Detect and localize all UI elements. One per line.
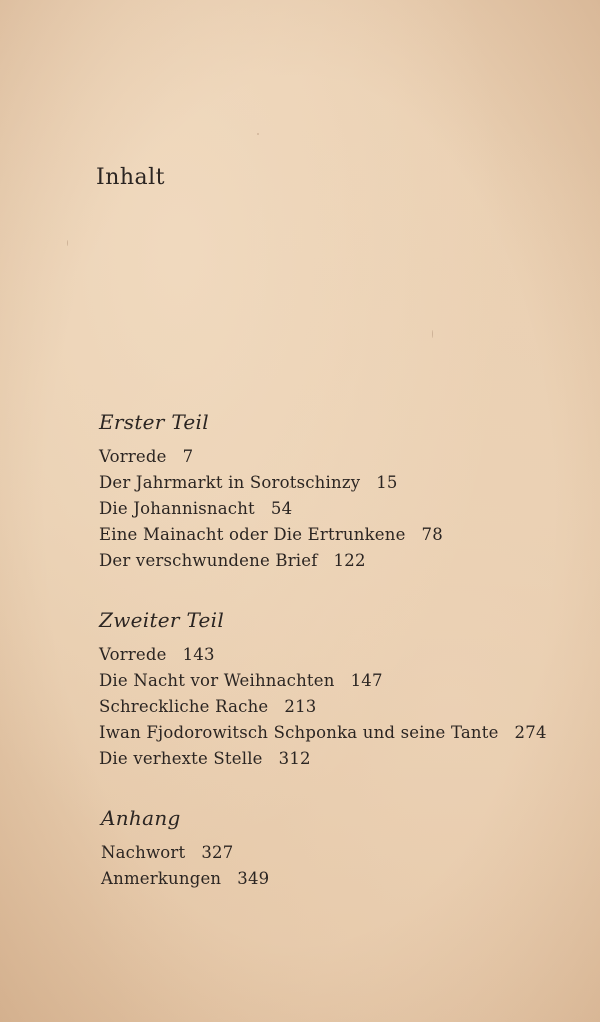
toc-entry-title: Der Jahrmarkt in Sorotschinzy xyxy=(99,473,361,492)
toc-entry xyxy=(99,548,443,574)
toc-entry-page: 274 xyxy=(514,723,547,742)
toc-entry-page: 143 xyxy=(182,645,215,664)
toc-entry xyxy=(101,840,269,866)
toc-entry-title: Der verschwundene Brief xyxy=(99,551,318,570)
toc-entry xyxy=(99,522,443,548)
toc-entry-page: 147 xyxy=(350,671,383,690)
toc-entry-page: 122 xyxy=(333,551,366,570)
paper-speck xyxy=(432,330,433,338)
toc-entry-page: 15 xyxy=(376,473,398,492)
toc-entry-page: 54 xyxy=(270,499,293,518)
toc-entry-page: 78 xyxy=(421,525,443,544)
toc-entry xyxy=(99,642,547,668)
toc-entry-title: Die Johannisnacht xyxy=(99,499,255,518)
toc-entry xyxy=(99,668,547,694)
page-title: Inhalt xyxy=(96,165,166,190)
toc-entry-title: Anmerkungen xyxy=(101,869,222,888)
toc-entry-title: Eine Mainacht oder Die Ertrunkene xyxy=(99,525,406,544)
toc-entry xyxy=(101,866,269,892)
toc-entry-page: 312 xyxy=(278,749,311,768)
toc-entry-title: Iwan Fjodorowitsch Schponka und seine Tante xyxy=(99,723,499,742)
toc-section-anhang xyxy=(101,806,269,892)
toc-entry-title: Die verhexte Stelle xyxy=(99,749,263,768)
section-heading: Zweiter Teil xyxy=(99,608,225,632)
paper-speck xyxy=(257,133,259,135)
section-heading: Erster Teil xyxy=(99,410,209,434)
toc-section-erster-teil xyxy=(99,410,443,574)
toc-entry xyxy=(99,694,547,720)
toc-entry-title: Schreckliche Rache xyxy=(99,697,269,716)
toc-entry xyxy=(99,470,443,496)
toc-entry-title: Vorrede xyxy=(99,447,167,466)
toc-entry xyxy=(99,444,443,470)
toc-entry-page: 349 xyxy=(237,869,270,888)
toc-entry-page: 327 xyxy=(201,843,234,862)
toc-entry-title: Die Nacht vor Weihnachten xyxy=(99,671,335,690)
toc-entry xyxy=(99,496,443,522)
toc-entry-title: Nachwort xyxy=(101,843,186,862)
section-heading: Anhang xyxy=(101,806,181,830)
toc-entry-page: 213 xyxy=(284,697,317,716)
toc-section-zweiter-teil xyxy=(99,608,547,772)
toc-entry xyxy=(99,720,547,746)
toc-entry-page: 7 xyxy=(182,447,194,466)
toc-entry xyxy=(99,746,547,772)
toc-entry-title: Vorrede xyxy=(99,645,167,664)
paper-speck xyxy=(67,240,68,246)
